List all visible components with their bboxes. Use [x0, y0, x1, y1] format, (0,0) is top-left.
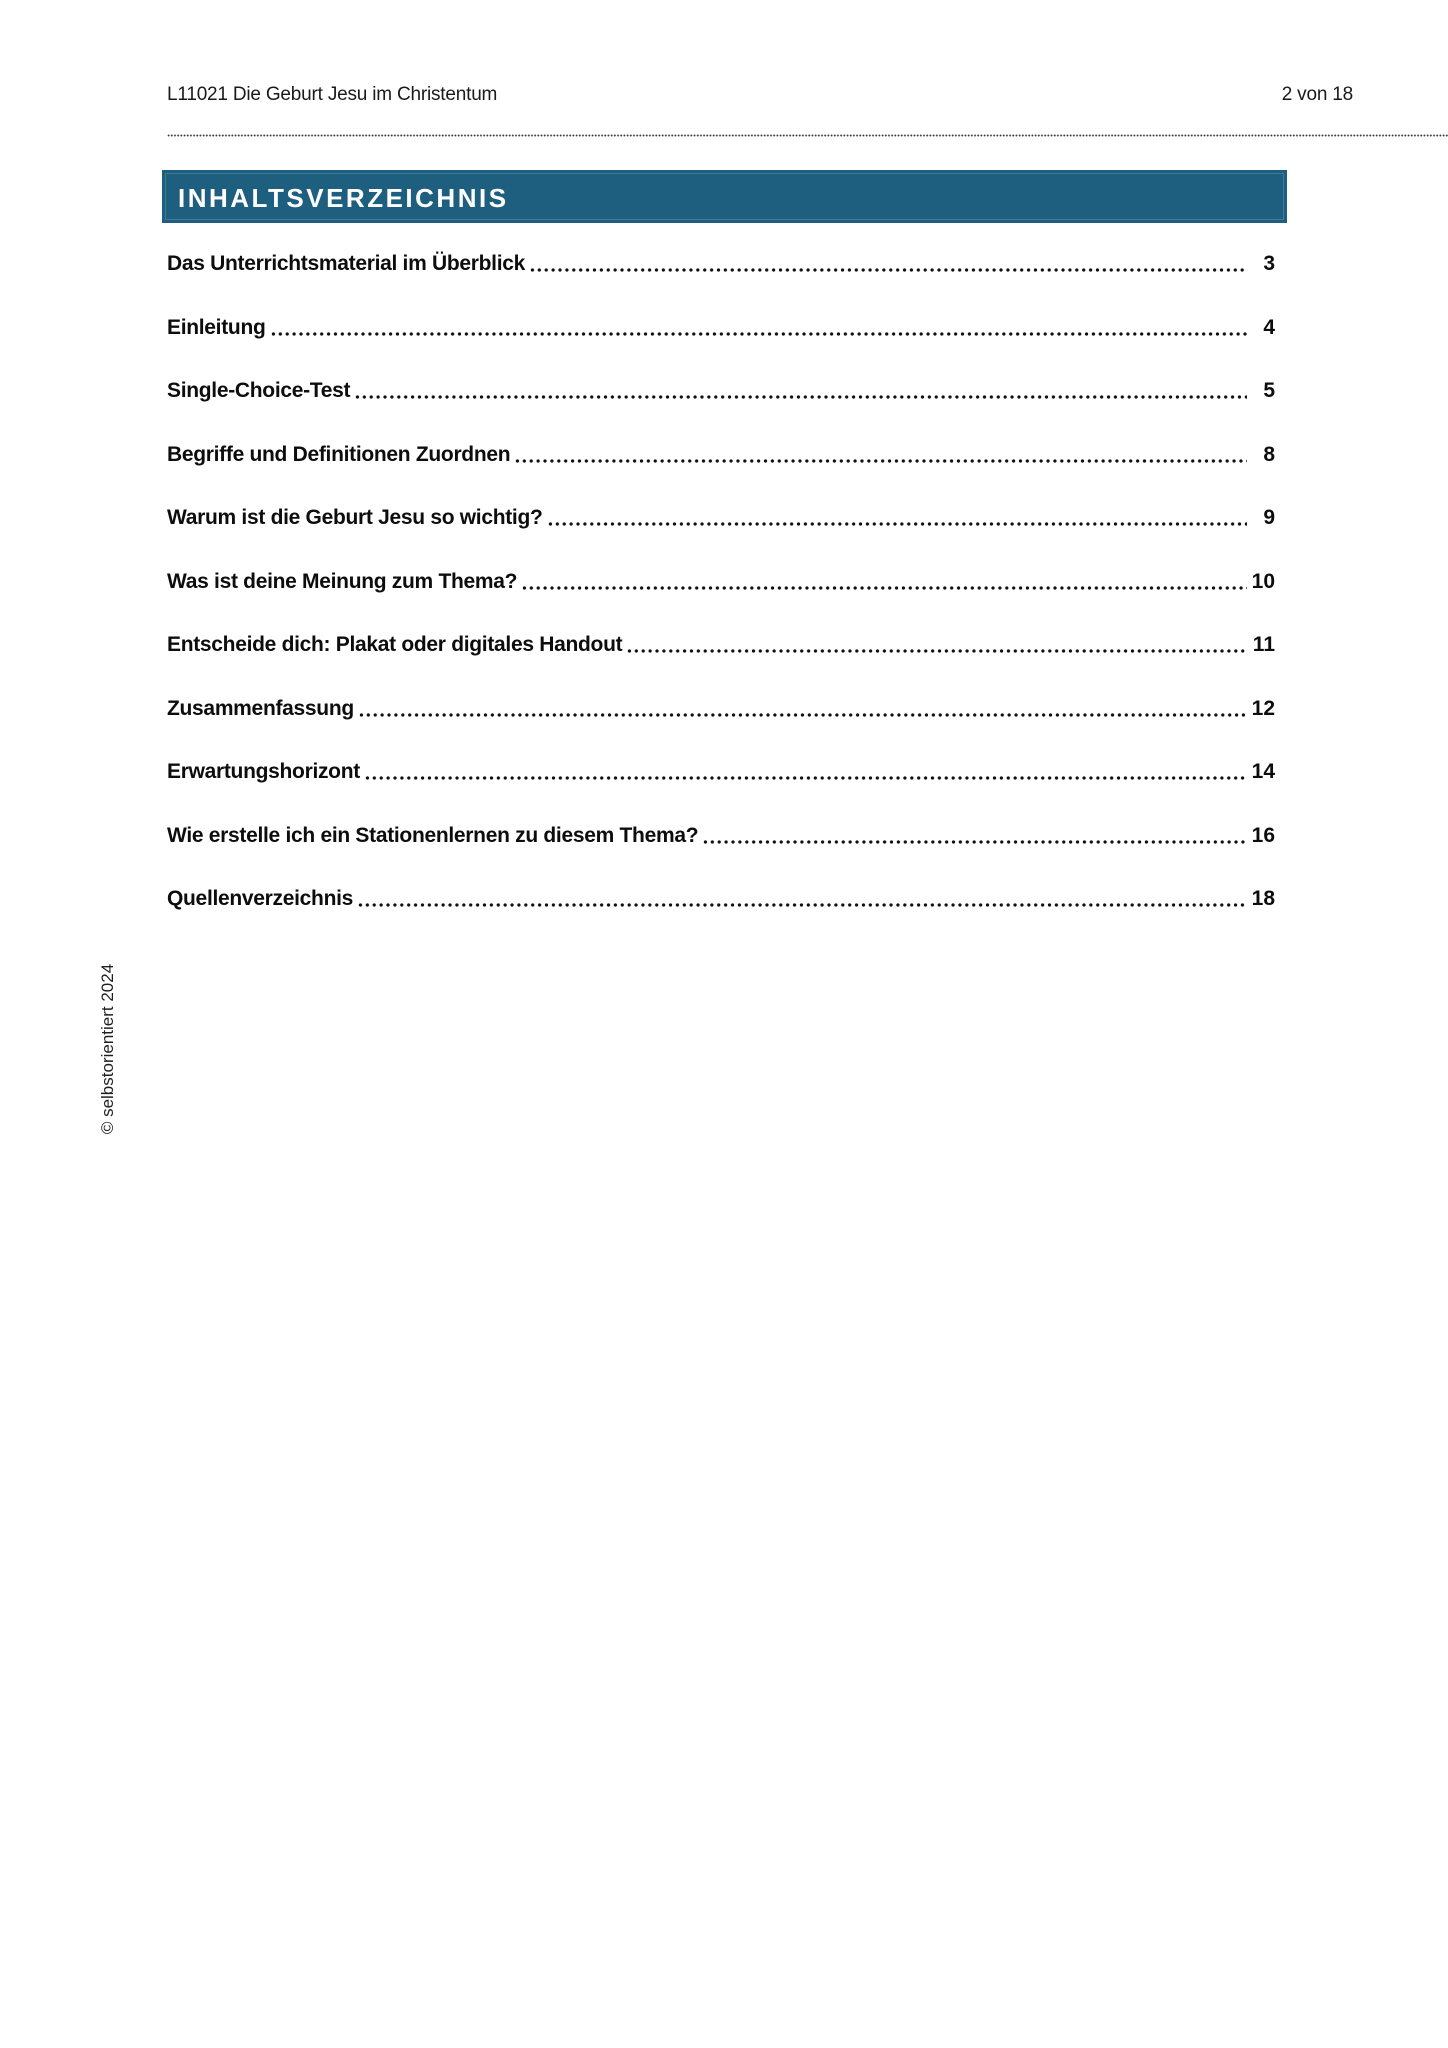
document-title: L11021 Die Geburt Jesu im Christentum	[167, 84, 498, 105]
dotted-leader	[354, 395, 1247, 399]
dotted-leader	[364, 776, 1247, 780]
section-title: INHALTSVERZEICHNIS	[178, 182, 509, 213]
toc-entry[interactable]	[167, 697, 1275, 721]
toc-entry-page-number: 18	[1251, 887, 1275, 910]
toc-entry-label: Warum ist die Geburt Jesu so wichtig?	[167, 506, 543, 529]
section-title-bar	[162, 170, 1287, 223]
dotted-leader	[357, 903, 1247, 907]
toc-entry[interactable]	[167, 824, 1275, 848]
dotted-leader	[514, 459, 1247, 463]
dotted-leader	[529, 268, 1247, 272]
dotted-leader	[270, 332, 1248, 336]
page-indicator: 2 von 18	[1281, 84, 1353, 105]
toc-entry[interactable]	[167, 887, 1275, 911]
toc-entry-label: Wie erstelle ich ein Stationenlernen zu diesem Thema?	[167, 823, 699, 847]
toc-entry-label: Single-Choice-Test	[167, 379, 351, 402]
toc-entry-label: Begriffe und Definitionen Zuordnen	[167, 442, 511, 466]
toc-entry-label: Quellenverzeichnis	[167, 887, 354, 910]
toc-entry[interactable]	[167, 506, 1275, 530]
running-head	[167, 84, 1353, 106]
toc-entry-page-number: 14	[1251, 760, 1275, 783]
toc-entry-label: Das Unterrichtsmaterial im Überblick	[167, 252, 526, 275]
toc-entry-page-number: 4	[1263, 315, 1275, 339]
toc-entry[interactable]	[167, 379, 1275, 403]
toc-entry-page-number: 11	[1252, 633, 1275, 656]
toc-entry-page-number: 3	[1263, 252, 1275, 275]
toc-entry-page-number: 12	[1251, 696, 1275, 720]
toc-entry-label: Erwartungshorizont	[167, 760, 360, 783]
toc-entry-label: Entscheide dich: Plakat oder digitales Handout	[167, 633, 623, 656]
copyright-vertical-text: © selbstorientiert 2024	[98, 963, 117, 1135]
toc-entry-label: Einleitung	[167, 315, 266, 339]
dotted-leader	[521, 586, 1247, 590]
toc-entry-page-number: 5	[1263, 379, 1275, 402]
dotted-leader	[626, 649, 1247, 653]
toc-entry[interactable]	[167, 633, 1275, 657]
header-dotted-rule	[167, 134, 1448, 137]
toc-entry[interactable]	[167, 570, 1275, 594]
table-of-contents	[167, 252, 1275, 911]
toc-entry[interactable]	[167, 252, 1275, 276]
toc-entry-page-number: 16	[1251, 823, 1275, 847]
toc-entry-label: Was ist deine Meinung zum Thema?	[167, 569, 518, 593]
toc-entry[interactable]	[167, 760, 1275, 784]
toc-entry-page-number: 8	[1263, 442, 1275, 466]
toc-entry[interactable]	[167, 443, 1275, 467]
toc-entry-label: Zusammenfassung	[167, 696, 354, 720]
dotted-leader	[358, 713, 1247, 717]
toc-entry-page-number: 9	[1263, 506, 1275, 529]
dotted-leader	[547, 522, 1247, 526]
toc-entry[interactable]	[167, 316, 1275, 340]
toc-entry-page-number: 10	[1251, 569, 1275, 593]
dotted-leader	[702, 840, 1247, 844]
